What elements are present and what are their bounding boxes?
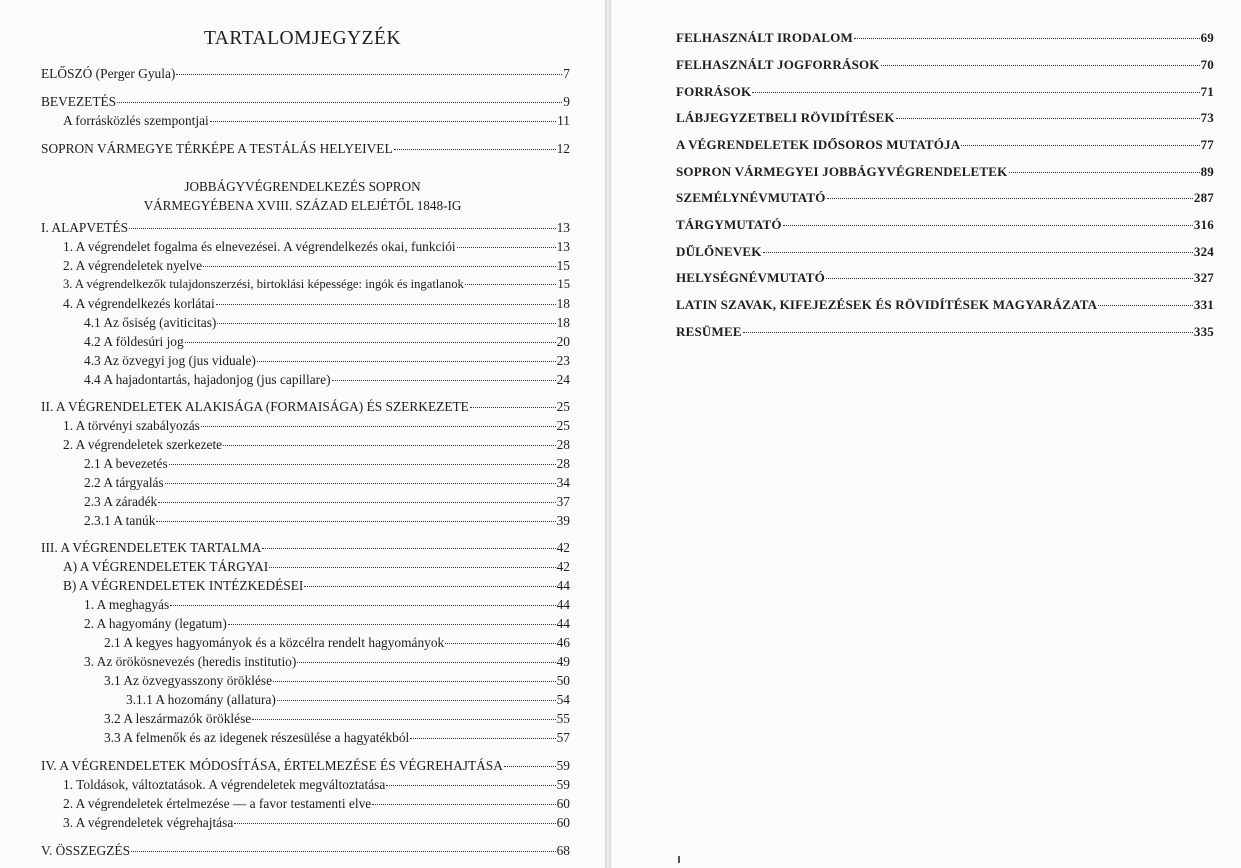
- leader-dots: [156, 521, 555, 522]
- toc-entry[interactable]: [676, 164, 1214, 183]
- toc-entry[interactable]: [676, 84, 1214, 103]
- toc-entry-page: 57: [556, 730, 570, 745]
- leader-dots: [783, 225, 1193, 226]
- toc-entry[interactable]: [676, 324, 1214, 343]
- toc-entry[interactable]: [104, 730, 570, 749]
- toc-entry-page: 28: [556, 456, 570, 471]
- toc-entry-page: 316: [1193, 217, 1214, 232]
- toc-entry-label: 4.1 Az ősiség (aviticitas): [84, 315, 217, 330]
- toc-entry[interactable]: [63, 239, 570, 258]
- toc-entry[interactable]: [676, 244, 1214, 263]
- toc-entry[interactable]: [84, 616, 570, 635]
- toc-entry[interactable]: [676, 30, 1214, 49]
- toc-entry[interactable]: [63, 418, 570, 437]
- leader-dots: [445, 643, 555, 644]
- toc-entry-page: 327: [1193, 270, 1214, 285]
- toc-entry-page: 18: [556, 296, 570, 311]
- toc-entry[interactable]: [84, 597, 570, 616]
- toc-entry-page: 39: [556, 513, 570, 528]
- toc-entry[interactable]: [84, 654, 570, 673]
- toc-entry[interactable]: [676, 190, 1214, 209]
- leader-dots: [269, 567, 555, 568]
- toc-entry-label: FELHASZNÁLT JOGFORRÁSOK: [676, 57, 880, 72]
- section-heading-line: JOBBÁGYVÉGRENDELKEZÉS SOPRON: [184, 179, 421, 194]
- leader-dots: [252, 719, 555, 720]
- toc-entry-label: I. ALAPVETÉS: [41, 220, 129, 235]
- toc-entry-page: 73: [1200, 110, 1214, 125]
- toc-entry-page: 13: [556, 220, 570, 235]
- toc-entry-label: ELŐSZÓ (Perger Gyula): [41, 66, 176, 81]
- toc-entry-label: 3.1.1 A hozomány (allatura): [126, 692, 276, 707]
- toc-entry-page: 60: [556, 815, 570, 830]
- toc-entry[interactable]: [63, 296, 570, 315]
- toc-entry-label: II. A VÉGRENDELETEK ALAKISÁGA (FORMAISÁGA) ÉS SZERKEZETE: [41, 399, 469, 414]
- leader-dots: [1098, 305, 1193, 306]
- toc-entry-page: 25: [556, 399, 570, 414]
- toc-entry-label: B) A VÉGRENDELETEK INTÉZKEDÉSEI: [63, 578, 304, 593]
- toc-entry-page: 23: [556, 353, 570, 368]
- leader-dots: [752, 92, 1199, 93]
- toc-entry[interactable]: [84, 334, 570, 353]
- leader-dots: [216, 304, 556, 305]
- leader-dots: [854, 38, 1200, 39]
- leader-dots: [372, 804, 555, 805]
- toc-entry-page: 37: [556, 494, 570, 509]
- toc-entry-label: SZEMÉLYNÉVMUTATÓ: [676, 190, 826, 205]
- section-heading-line: VÁRMEGYÉBENA XVIII. SZÁZAD ELEJÉTŐL 1848-IG: [143, 198, 462, 213]
- leader-dots: [117, 102, 562, 103]
- toc-entry-label: 2. A végrendeletek értelmezése — a favor testamenti elve: [63, 796, 372, 811]
- toc-entry-page: 89: [1200, 164, 1214, 179]
- leader-dots: [217, 323, 555, 324]
- leader-dots: [332, 380, 556, 381]
- leader-dots: [1009, 172, 1200, 173]
- toc-entry[interactable]: [63, 578, 570, 597]
- toc-entry[interactable]: [676, 270, 1214, 289]
- toc-entry-label: SOPRON VÁRMEGYE TÉRKÉPE A TESTÁLÁS HELYEIVEL: [41, 141, 393, 156]
- leader-dots: [386, 785, 555, 786]
- leader-dots: [961, 145, 1199, 146]
- toc-entry-page: 50: [556, 673, 570, 688]
- toc-entry-page: 68: [556, 843, 570, 858]
- toc-entry-page: 12: [556, 141, 570, 156]
- leader-dots: [165, 483, 556, 484]
- toc-entry[interactable]: [676, 297, 1214, 316]
- toc-entry[interactable]: [63, 796, 570, 815]
- toc-entry-page: 20: [556, 334, 570, 349]
- leader-dots: [827, 198, 1193, 199]
- toc-entry-page: 69: [1200, 30, 1214, 45]
- toc-entry-label: 4. A végrendelkezés korlátai: [63, 296, 215, 311]
- toc-entry-label: LATIN SZAVAK, KIFEJEZÉSEK ÉS RÖVIDÍTÉSEK MAGYARÁZATA: [676, 297, 1098, 312]
- toc-entry-label: 2.1 A bevezetés: [84, 456, 168, 471]
- leader-dots: [297, 662, 555, 663]
- toc-entry-page: 46: [556, 635, 570, 650]
- toc-entry-label: LÁBJEGYZETBELI RÖVIDÍTÉSEK: [676, 110, 895, 125]
- toc-entry-label: 2. A hagyomány (legatum): [84, 616, 227, 631]
- leader-dots: [201, 426, 556, 427]
- toc-entry-label: BEVEZETÉS: [41, 94, 117, 109]
- toc-entry[interactable]: [84, 456, 570, 475]
- leader-dots: [129, 228, 556, 229]
- toc-entry-page: 70: [1200, 57, 1214, 72]
- leader-dots: [304, 586, 555, 587]
- toc-entry[interactable]: [41, 843, 570, 862]
- toc-entry-page: 42: [556, 540, 570, 555]
- leader-dots: [504, 766, 556, 767]
- toc-entry-page: 44: [556, 597, 570, 612]
- toc-entry-label: 3. A végrendelkezők tulajdonszerzési, birtoklási képessége: ingók és ingatlanok: [63, 277, 464, 291]
- toc-entry-label: FELHASZNÁLT IRODALOM: [676, 30, 854, 45]
- toc-entry-page: 287: [1193, 190, 1214, 205]
- leader-dots: [257, 361, 556, 362]
- toc-entry-label: DŰLŐNEVEK: [676, 244, 762, 259]
- leader-dots: [223, 445, 555, 446]
- toc-entry[interactable]: [41, 399, 570, 418]
- toc-entry[interactable]: [84, 372, 570, 391]
- toc-entry-label: A) A VÉGRENDELETEK TÁRGYAI: [63, 559, 269, 574]
- toc-entry[interactable]: [63, 815, 570, 834]
- toc-entry[interactable]: [676, 217, 1214, 236]
- leader-dots: [826, 278, 1193, 279]
- toc-entry-label: 2. A végrendeletek nyelve: [63, 258, 203, 273]
- toc-entry-label: 4.3 Az özvegyi jog (jus viduale): [84, 353, 256, 368]
- toc-entry[interactable]: [84, 315, 570, 334]
- leader-dots: [277, 700, 556, 701]
- toc-entry-page: 71: [1200, 84, 1214, 99]
- toc-entry[interactable]: [104, 711, 570, 730]
- toc-entry-page: 44: [556, 578, 570, 593]
- toc-entry-page: 324: [1193, 244, 1214, 259]
- toc-entry-label: IV. A VÉGRENDELETEK MÓDOSÍTÁSA, ÉRTELMEZÉSE ÉS VÉGREHAJTÁSA: [41, 758, 503, 773]
- leader-dots: [176, 74, 562, 75]
- toc-entry-label: 2.3 A záradék: [84, 494, 158, 509]
- toc-entry[interactable]: [676, 110, 1214, 129]
- toc-entry-page: 18: [556, 315, 570, 330]
- toc-entry-page: 77: [1200, 137, 1214, 152]
- toc-entry-page: 11: [557, 113, 570, 128]
- toc-entry[interactable]: [41, 220, 570, 239]
- toc-entry-label: 2.2 A tárgyalás: [84, 475, 164, 490]
- toc-entry-label: 3.3 A felmenők és az idegenek részesülése a hagyatékból: [104, 730, 410, 745]
- toc-entry-label: 1. A törvényi szabályozás: [63, 418, 200, 433]
- toc-entry[interactable]: [41, 758, 570, 777]
- toc-entry-label: III. A VÉGRENDELETEK TARTALMA: [41, 540, 262, 555]
- toc-entry-page: 7: [563, 66, 570, 81]
- toc-entry-page: 15: [556, 258, 570, 273]
- toc-entry-page: 44: [556, 616, 570, 631]
- toc-entry[interactable]: [84, 494, 570, 513]
- toc-entry[interactable]: [63, 777, 570, 796]
- toc-entry-label: RESÜMEE: [676, 324, 742, 339]
- leader-dots: [169, 464, 556, 465]
- toc-entry-page: 335: [1193, 324, 1214, 339]
- toc-entry[interactable]: [63, 559, 570, 578]
- toc-entry[interactable]: [41, 540, 570, 559]
- toc-entry-page: 59: [556, 777, 570, 792]
- leader-dots: [410, 738, 555, 739]
- toc-entry-label: 4.2 A földesúri jog: [84, 334, 184, 349]
- toc-entry[interactable]: [63, 258, 570, 277]
- leader-dots: [881, 65, 1200, 66]
- toc-entry-page: 49: [556, 654, 570, 669]
- leader-dots: [203, 266, 556, 267]
- leader-dots: [185, 342, 556, 343]
- toc-entry-page: 13: [556, 239, 570, 254]
- toc-entry-page: 59: [556, 758, 570, 773]
- toc-entry-label: 1. A meghagyás: [84, 597, 170, 612]
- toc-entry-label: 3. Az örökösnevezés (heredis institutio): [84, 654, 297, 669]
- toc-entry-label: 3.2 A leszármazók öröklése: [104, 711, 252, 726]
- leader-dots: [743, 332, 1193, 333]
- toc-entry[interactable]: [63, 113, 570, 132]
- toc-entry-page: 55: [556, 711, 570, 726]
- leader-dots: [896, 118, 1200, 119]
- toc-title: TARTALOMJEGYZÉK: [203, 28, 402, 49]
- toc-entry-label: HELYSÉGNÉVMUTATÓ: [676, 270, 825, 285]
- leader-dots: [470, 407, 556, 408]
- toc-entry[interactable]: [41, 94, 570, 113]
- leader-dots: [210, 121, 556, 122]
- toc-entry-page: 25: [556, 418, 570, 433]
- page-mark: [678, 856, 680, 863]
- toc-entry-label: A VÉGRENDELETEK IDŐSOROS MUTATÓJA: [676, 137, 961, 152]
- toc-entry[interactable]: [676, 57, 1214, 76]
- toc-entry-page: 34: [556, 475, 570, 490]
- leader-dots: [131, 851, 556, 852]
- toc-entry-label: 2.3.1 A tanúk: [84, 513, 156, 528]
- toc-entry-page: 24: [556, 372, 570, 387]
- leader-dots: [457, 247, 556, 248]
- leader-dots: [394, 149, 556, 150]
- toc-entry-label: 2. A végrendeletek szerkezete: [63, 437, 223, 452]
- toc-entry-label: 3. A végrendeletek végrehajtása: [63, 815, 234, 830]
- toc-entry[interactable]: [41, 141, 570, 160]
- toc-entry-page: 15: [557, 277, 570, 291]
- toc-entry-page: 9: [563, 94, 570, 109]
- toc-entry-label: 4.4 A hajadontartás, hajadonjog (jus capillare): [84, 372, 331, 387]
- toc-entry-label: 1. Toldások, változtatások. A végrendeletek megváltoztatása: [63, 777, 386, 792]
- leader-dots: [228, 624, 556, 625]
- leader-dots: [170, 605, 555, 606]
- toc-entry-page: 28: [556, 437, 570, 452]
- toc-entry[interactable]: [676, 137, 1214, 156]
- toc-entry[interactable]: [41, 66, 570, 85]
- toc-entry[interactable]: [84, 513, 570, 532]
- toc-entry-label: A forrásközlés szempontjai: [63, 113, 209, 128]
- toc-entry[interactable]: [84, 353, 570, 372]
- toc-entry-label: 1. A végrendelet fogalma és elnevezései. A végrendelkezés okai, funkciói: [63, 239, 456, 254]
- leader-dots: [234, 823, 555, 824]
- leader-dots: [273, 681, 556, 682]
- toc-entry-page: 60: [556, 796, 570, 811]
- toc-entry-label: V. ÖSSZEGZÉS: [41, 843, 131, 858]
- toc-entry-label: TÁRGYMUTATÓ: [676, 217, 782, 232]
- leader-dots: [465, 284, 557, 285]
- toc-entry[interactable]: [104, 635, 570, 654]
- toc-entry-label: SOPRON VÁRMEGYEI JOBBÁGYVÉGRENDELETEK: [676, 164, 1008, 179]
- leader-dots: [158, 502, 555, 503]
- toc-entry-page: 42: [556, 559, 570, 574]
- right-page: [611, 0, 1241, 868]
- toc-entry[interactable]: [104, 673, 570, 692]
- leader-dots: [262, 548, 555, 549]
- toc-entry[interactable]: [63, 277, 570, 296]
- toc-entry-label: 3.1 Az özvegyasszony öröklése: [104, 673, 273, 688]
- toc-entry[interactable]: [126, 692, 570, 711]
- toc-entry[interactable]: [63, 437, 570, 456]
- toc-entry-label: 2.1 A kegyes hagyományok és a közcélra rendelt hagyományok: [104, 635, 445, 650]
- toc-entry-page: 331: [1193, 297, 1214, 312]
- toc-entry[interactable]: [84, 475, 570, 494]
- toc-entry-page: 54: [556, 692, 570, 707]
- toc-entry-label: FORRÁSOK: [676, 84, 752, 99]
- leader-dots: [763, 252, 1193, 253]
- left-page: [0, 0, 605, 868]
